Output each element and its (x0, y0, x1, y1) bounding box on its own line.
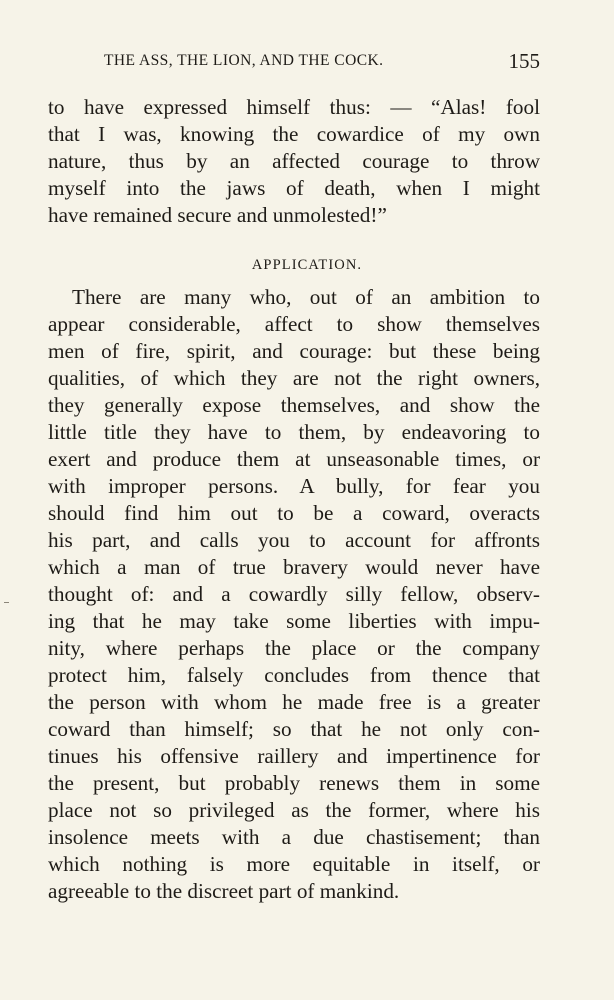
page-number: 155 (508, 49, 540, 73)
text-line: should find him out to be a coward, overacts (48, 501, 540, 525)
text-line: nature, thus by an affected courage to throw (48, 149, 540, 173)
section-heading-application: APPLICATION. (251, 257, 363, 273)
text-line: which a man of true bravery would never have (48, 555, 540, 579)
running-header (104, 50, 540, 74)
text-line: which nothing is more equitable in itself, or (48, 852, 540, 876)
text-line: tinues his offensive raillery and impertinence for (48, 744, 540, 768)
text-line: ing that he may take some liberties with impu- (48, 609, 540, 633)
margin-mark (4, 602, 9, 603)
text-line: little title they have to them, by endeavoring to (48, 420, 540, 444)
text-line: men of fire, spirit, and courage: but these being (48, 339, 540, 363)
text-line: the present, but probably renews them in some (48, 771, 540, 795)
text-line: exert and produce them at unseasonable times, or (48, 447, 540, 471)
text-line: place not so privileged as the former, where his (48, 798, 540, 822)
text-line: protect him, falsely concludes from thence that (48, 663, 540, 687)
text-line: with improper persons. A bully, for fear you (48, 474, 540, 498)
text-line: coward than himself; so that he not only con- (48, 717, 540, 741)
text-line: his part, and calls you to account for affronts (48, 528, 540, 552)
text-line: to have expressed himself thus: — “Alas! fool (48, 95, 540, 119)
text-line: qualities, of which they are not the right owners, (48, 366, 540, 390)
text-line: nity, where perhaps the place or the company (48, 636, 540, 660)
text-line: insolence meets with a due chastisement; than (48, 825, 540, 849)
text-line: that I was, knowing the cowardice of my own (48, 122, 540, 146)
text-line: appear considerable, affect to show themselves (48, 312, 540, 336)
running-title: THE ASS, THE LION, AND THE COCK. (104, 52, 384, 69)
text-line: they generally expose themselves, and show the (48, 393, 540, 417)
text-line: have remained secure and unmolested!” (48, 203, 387, 227)
text-line: the person with whom he made free is a greater (48, 690, 540, 714)
text-line: thought of: and a cowardly silly fellow, observ- (48, 582, 540, 606)
text-line: agreeable to the discreet part of mankind. (48, 879, 400, 903)
text-line: myself into the jaws of death, when I might (48, 176, 540, 200)
text-line: There are many who, out of an ambition to (72, 285, 540, 309)
